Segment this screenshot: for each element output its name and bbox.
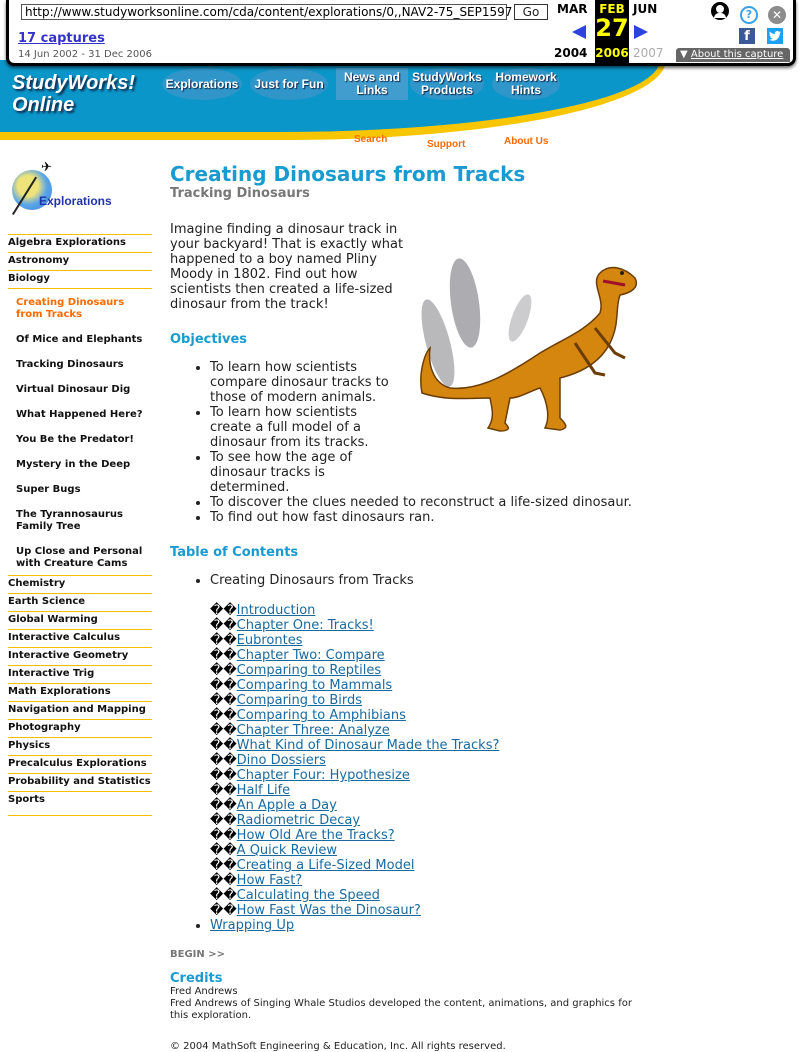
nav-homework-hints[interactable]: Homework Hints [492,68,560,100]
toc-heading: Table of Contents [170,545,299,560]
toc-link-chapter-four[interactable]: Chapter Four: Hypothesize [236,768,410,783]
toc-link-what-kind-of-dinosaur[interactable]: What Kind of Dinosaur Made the Tracks? [236,738,500,753]
toc-item-wrapping-up [210,918,640,933]
sidebar-item-biology[interactable]: Biology [8,271,152,289]
sidebar-item-physics[interactable]: Physics [8,738,152,756]
current-day: 27 [595,14,629,42]
capture-date-range: 14 Jun 2002 - 31 Dec 2006 [18,49,153,60]
prev-year[interactable]: 2004 [554,46,588,60]
toc-link-chapter-two[interactable]: Chapter Two: Compare [236,648,385,663]
page-subtitle: Tracking Dinosaurs [170,186,310,201]
wayback-url-input[interactable]: http://www.studyworksonline.com/cda/content/explorations/0,,NAV2-75_SEP1597 [21,4,507,20]
sidebar-item-sports[interactable]: Sports [8,792,152,816]
credits-text: Fred Andrews of Singing Whale Studios developed the content, animations, and graphics for this exploration. [170,998,632,1021]
subnav-mystery-in-the-deep[interactable]: Mystery in the Deep [16,459,131,470]
facebook-icon[interactable]: f [739,28,755,44]
current-year: 2006 [595,46,629,60]
toc-link-comparing-birds[interactable]: Comparing to Birds [236,693,363,708]
credits-heading: Credits [170,971,223,986]
subnav-super-bugs[interactable]: Super Bugs [16,484,81,495]
subnav-tyrannosaurus-family-tree[interactable]: The Tyrannosaurus Family Tree [16,509,123,532]
sidebar-item-interactive-geometry[interactable]: Interactive Geometry [8,648,152,666]
prev-capture-arrow-icon[interactable] [572,25,586,39]
about-capture-button[interactable]: ▼ About this capture [676,48,790,62]
prev-month[interactable]: MAR [557,2,588,16]
intro-paragraph: Imagine finding a dinosaur track in your backyard! That is exactly what happened to a boy named Pliny Moody in 1802. Find out how scientists then created a life-sized dinosaur from the track! [170,222,404,312]
objective-item: • To see how the age of dinosaur tracks is determined. [210,450,395,495]
help-icon[interactable]: ? [740,6,758,24]
user-icon[interactable] [711,2,729,20]
objective-item: • To discover the clues needed to reconstruct a life-sized dinosaur. [210,495,640,510]
credits-name: Fred Andrews [170,986,238,997]
search-link[interactable]: Search [354,134,388,145]
next-month[interactable]: JUN [633,2,658,16]
toc-link-life-sized-model[interactable]: Creating a Life-Sized Model [236,858,415,873]
toc-link-how-fast-dinosaur[interactable]: How Fast Was the Dinosaur? [236,903,421,918]
subnav-virtual-dinosaur-dig[interactable]: Virtual Dinosaur Dig [16,384,131,395]
dinosaur-illustration [410,223,645,438]
subnav-tracking-dinosaurs[interactable]: Tracking Dinosaurs [16,359,124,370]
objective-item: • To learn how scientists create a full model of a dinosaur from its tracks. [210,405,395,450]
toc-link-eubrontes[interactable]: Eubrontes [236,633,303,648]
next-year: 2007 [633,46,664,60]
objective-item: • To find out how fast dinosaurs ran. [210,510,640,525]
captures-link[interactable]: 17 captures [18,31,105,46]
subnav-creature-cams[interactable]: Up Close and Personal with Creature Cams [16,546,143,569]
toc-link-half-life[interactable]: Half Life [236,783,291,798]
toc-link-chapter-one[interactable]: Chapter One: Tracks! [236,618,374,633]
main-content [170,163,640,1052]
begin-button[interactable]: BEGIN >> [170,949,225,960]
toc-link-introduction[interactable]: Introduction [236,603,316,618]
toc-sublist: ��Introduction ��Chapter One: Tracks! ��Eubrontes ��Chapter Two: Compare ��Comparing to Reptiles ��Comparing to Mammals ��Comparing to Birds ��Comparing to Amphibians ��Chapter Three: Analyze ��What Kind of Dinosaur Made the Tracks? ��Dino Dossiers ��Chapter Four: Hypothesize ��Half Life ��An Apple a Day ��Radiometric Decay ��How Old Are the Tracks? ��A Quick Review ��Creating a Life-Sized Model ��How Fast? ��Calculating the Speed ��How Fast Was the Dinosaur? [210,603,500,918]
explorations-logo[interactable] [8,160,152,228]
sidebar-item-global-warming[interactable]: Global Warming [8,612,152,630]
sidebar-item-interactive-trig[interactable]: Interactive Trig [8,666,152,684]
sidebar-nav [8,234,152,816]
toc-link-dino-dossiers[interactable]: Dino Dossiers [236,753,326,768]
toc-link-radiometric-decay[interactable]: Radiometric Decay [236,813,361,828]
toc-link-calculating-speed[interactable]: Calculating the Speed [236,888,380,903]
sidebar-item-earth-science[interactable]: Earth Science [8,594,152,612]
toc-link-wrapping-up[interactable]: Wrapping Up [210,918,295,933]
airplane-icon: ✈ [41,160,52,175]
toc-link-quick-review[interactable]: A Quick Review [236,843,337,858]
close-icon[interactable]: ✕ [768,6,786,24]
biology-subnav [8,289,152,576]
sidebar-item-chemistry[interactable]: Chemistry [8,576,152,594]
sidebar-item-algebra-explorations[interactable]: Algebra Explorations [8,235,152,253]
subnav-you-be-the-predator[interactable]: You Be the Predator! [16,434,134,445]
sidebar-item-probability-and-statistics[interactable]: Probability and Statistics [8,774,152,792]
subnav-of-mice-and-elephants[interactable]: Of Mice and Elephants [16,334,143,345]
objective-item: • To learn how scientists compare dinosaur tracks to those of modern animals. [210,360,395,405]
page-title: Creating Dinosaurs from Tracks [170,162,526,186]
toc-link-comparing-mammals[interactable]: Comparing to Mammals [236,678,393,693]
toc-link-how-old[interactable]: How Old Are the Tracks? [236,828,395,843]
wayback-go-button[interactable]: Go [514,4,548,20]
objectives-heading: Objectives [170,332,248,347]
current-capture-date [595,0,629,63]
toc-link-apple-a-day[interactable]: An Apple a Day [236,798,337,813]
twitter-icon[interactable] [767,28,783,44]
sidebar-item-interactive-calculus[interactable]: Interactive Calculus [8,630,152,648]
toc-link-comparing-amphibians[interactable]: Comparing to Amphibians [236,708,406,723]
support-link[interactable]: Support [427,139,466,150]
nav-studyworks-products[interactable]: StudyWorks Products [410,68,484,100]
sidebar-item-navigation-and-mapping[interactable]: Navigation and Mapping [8,702,152,720]
current-month: FEB [599,2,625,16]
toc-top-item: • Creating Dinosaurs from Tracks ��Introduction ��Chapter One: Tracks! ��Eubrontes ��Chapter Two: Compare ��Comparing to Reptiles ��Comparing to Mammals ��Comparing to Birds ��Comparing to Amphibians ��Chapter Three: Analyze ��What Kind of Dinosaur Made the Tracks? ��Dino Dossiers ��Chapter Four: Hypothesize ��Half Life ��An Apple a Day ��Radiometric Decay ��How Old Are the Tracks? ��A Quick Review ��Creating a Life-Sized Model ��How Fast? ��Calculating the Speed ��How Fast Was the Dinosaur? [210,573,640,918]
triangle-down-icon: ▼ [680,49,691,60]
sidebar [8,160,152,816]
sidebar-item-astronomy[interactable]: Astronomy [8,253,152,271]
about-us-link[interactable]: About Us [504,136,549,147]
table-of-contents [170,573,640,933]
nav-news-and-links[interactable]: News and Links [336,68,408,100]
subnav-what-happened-here[interactable]: What Happened Here? [16,409,143,420]
studyworks-logo[interactable]: StudyWorks! Online [12,72,135,116]
explorations-label: Explorations [39,194,112,208]
toc-link-how-fast[interactable]: How Fast? [236,873,303,888]
sidebar-item-precalculus-explorations[interactable]: Precalculus Explorations [8,756,152,774]
sidebar-item-math-explorations[interactable]: Math Explorations [8,684,152,702]
toc-link-chapter-three[interactable]: Chapter Three: Analyze [236,723,390,738]
subnav-creating-dinosaurs[interactable]: Creating Dinosaurs from Tracks [16,297,125,320]
nav-just-for-fun[interactable]: Just for Fun [250,68,328,100]
copyright-notice: © 2004 MathSoft Engineering & Education, Inc. All rights reserved. [170,1041,506,1052]
toc-link-comparing-reptiles[interactable]: Comparing to Reptiles [236,663,382,678]
wayback-toolbar [6,0,796,66]
next-capture-arrow-icon[interactable] [634,25,648,39]
site-header [0,60,800,160]
sidebar-item-photography[interactable]: Photography [8,720,152,738]
nav-explorations[interactable]: Explorations [162,68,242,100]
